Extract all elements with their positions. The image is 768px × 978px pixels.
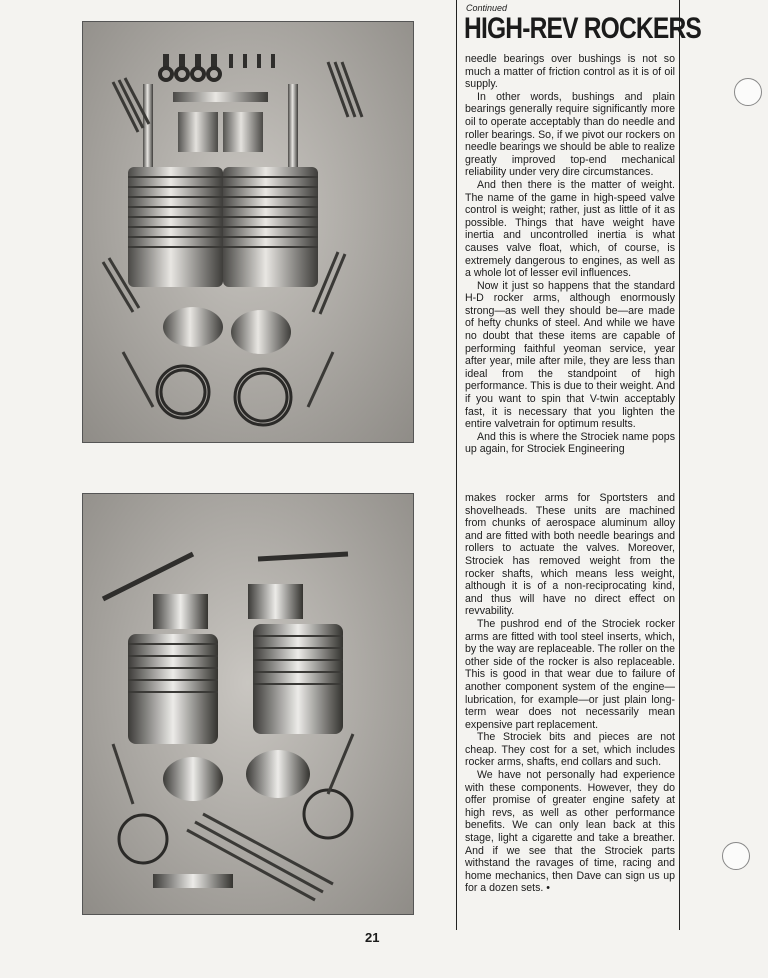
paragraph: We have not personally had experience with these components. However, they do offer promise of greater engine safety at high revs, as well as other performance benefits. We can only lean back at this stage, light a cigarette and take a breather. And if we see that the Strociek parts withstand the ravages of time, racing and home mechanics, then Dave can sign us up for a dozen sets. • (465, 769, 675, 895)
page-number: 21 (365, 930, 380, 945)
binder-hole (722, 842, 750, 870)
paragraph: And then there is the matter of weight. The name of the game in high-speed valve control is weight; rather, just as little of it as possible. Things that have weight have inertia and uncontrolled inertia is what causes valve float, which, of course, is extremely dangerous to engines, as well as a whole lot of lesser evil influences. (465, 178, 675, 280)
column-rule-left (456, 0, 457, 930)
paragraph: In other words, bushings and plain bearings generally require significantly more oil to operate acceptably than do needle and roller bearings. So, if we pivot our rockers on needle bearings we should be able to realize greatly improved top-end mechanical reliability under very dire circumstances. (465, 90, 675, 179)
paragraph: needle bearings over bushings is not so much a matter of friction control as it is of oil supply. (465, 53, 675, 91)
continued-kicker: Continued (466, 3, 508, 13)
engine-parts-illustration-top (83, 22, 413, 442)
paragraph: And this is where the Strociek name pops up again, for Strociek Engineering (465, 430, 675, 456)
photo-engine-parts-bottom (82, 493, 414, 915)
engine-parts-illustration-bottom (83, 494, 413, 914)
paragraph: Now it just so happens that the standard H-D rocker arms, although enormously strong—as well they should be—are made of hefty chunks of steel. And while we have no doubt that these items are capable of performing faithful yeoman service, year after year, mile after mile, they are less than ideal from the standpoint of high performance. This is due to their weight. And if you want to spin that V-twin acceptably fast, it is necessary that you lighten the entire valvetrain for optimum results. (465, 279, 675, 431)
column-rule-right (679, 0, 680, 930)
paragraph: The Strociek bits and pieces are not cheap. They cost for a set, which includes rocker arms, shafts, end collars and such. (465, 731, 675, 769)
article-headline: HIGH-REV ROCKERS (464, 12, 702, 45)
photo-engine-parts-top (82, 21, 414, 443)
paragraph: The pushrod end of the Strociek rocker arms are fitted with tool steel inserts, which, by the way are replaceable. The roller on the other side of the rocker is also replaceable. This is good in that wear due to failure of another component system of the engine—lubrication, for example—or just plain long-term wear does not necessarily mean expensive part replacement. (465, 617, 675, 731)
article-column-lower (465, 492, 675, 912)
binder-hole (734, 78, 762, 106)
article-column-upper (465, 53, 675, 483)
paragraph: makes rocker arms for Sportsters and shovelheads. These units are machined from chunks of aerospace aluminum alloy and are fitted with both needle bearings and rollers to actuate the valves. Moreover, Strociek has removed weight from the rocker shafts, which means less weight, although it is of a non-reciprocating kind, and thus will have no direct effect on revvability. (465, 492, 675, 618)
